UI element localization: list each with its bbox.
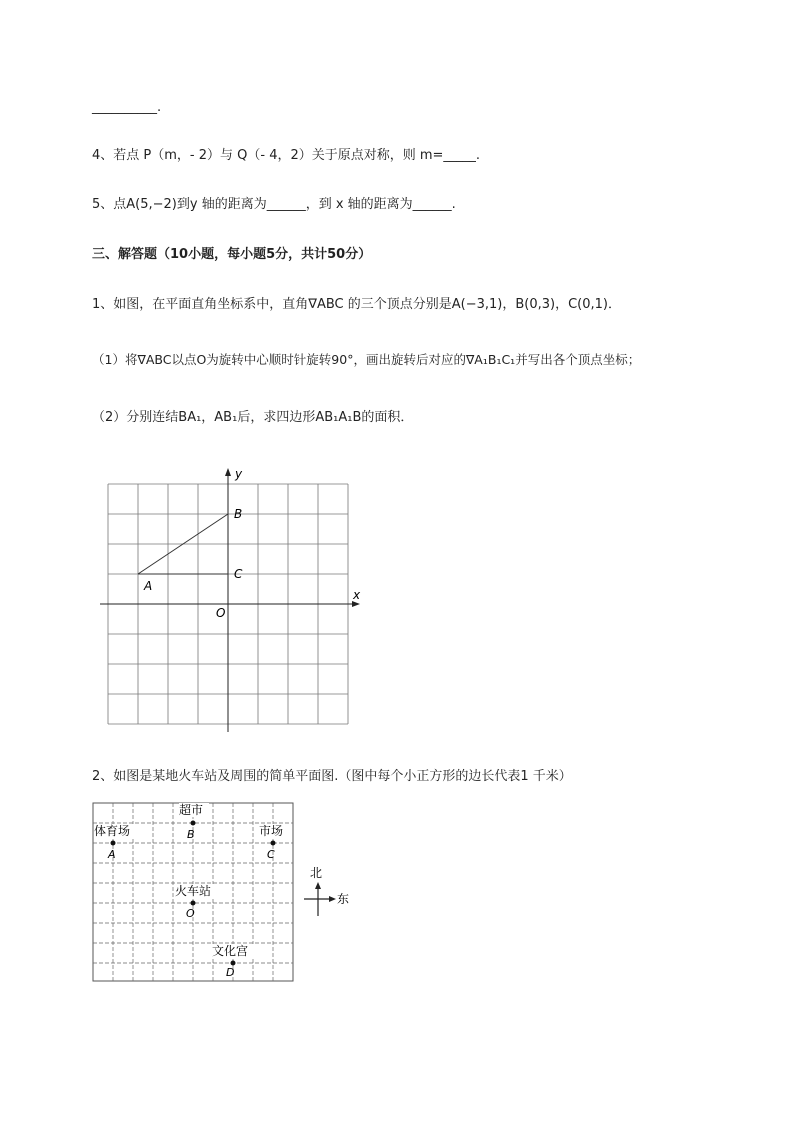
coordinate-grid-figure	[98, 462, 368, 734]
point-C-label: C	[234, 567, 243, 581]
place-B-name: 超市	[179, 803, 204, 817]
problem-1-stem: 1、如图，在平面直角坐标系中，直角∇ABC 的三个顶点分别是A(−3,1)，B(0,3)，C(0,1)．	[92, 297, 621, 312]
problem-1-part-2: （2）分别连结BA₁，AB₁后，求四边形AB₁A₁B的面积．	[92, 410, 414, 425]
question-5: 5、点A(5,−2)到y 轴的距离为______，到 x 轴的距离为______.	[92, 197, 456, 212]
place-D-name: 文化宫	[212, 944, 249, 958]
place-D-letter: D	[226, 966, 235, 979]
place-D-dot	[231, 961, 236, 966]
place-B-letter: B	[187, 828, 195, 841]
place-A-dot	[111, 841, 116, 846]
place-O-letter: O	[186, 907, 195, 920]
section-heading: 三、解答题（10小题，每小题5分，共计50分）	[92, 247, 372, 262]
origin-label: O	[216, 606, 226, 620]
compass-east-label: 东	[337, 892, 350, 906]
question-4: 4、若点 P（m，- 2）与 Q（- 4，2）关于原点对称，则 m=_____.	[92, 148, 481, 163]
place-B-dot	[191, 821, 196, 826]
point-B-label: B	[234, 507, 243, 521]
x-axis-label: x	[353, 588, 361, 602]
place-A-name: 体育场	[94, 824, 131, 838]
place-A-letter: A	[108, 848, 116, 861]
station-map-figure	[90, 800, 360, 986]
compass-north-label: 北	[310, 866, 323, 880]
compass-icon	[304, 882, 336, 916]
place-C-dot	[271, 841, 276, 846]
problem-2-stem: 2、如图是某地火车站及周围的简单平面图.（图中每个小正方形的边长代表1 千米）	[92, 769, 572, 784]
y-axis-label: y	[235, 467, 243, 481]
place-O-dot	[191, 901, 196, 906]
blank-tail: __________.	[92, 100, 162, 115]
y-axis-arrow	[225, 468, 231, 476]
place-C-letter: C	[267, 848, 275, 861]
place-O-name: 火车站	[175, 884, 212, 898]
point-A-label: A	[144, 579, 153, 593]
problem-1-part-1: （1）将∇ABC以点O为旋转中心顺时针旋转90°，画出旋转后对应的∇A₁B₁C₁并写出各个顶点坐标；	[92, 352, 641, 367]
place-C-name: 市场	[259, 824, 284, 838]
